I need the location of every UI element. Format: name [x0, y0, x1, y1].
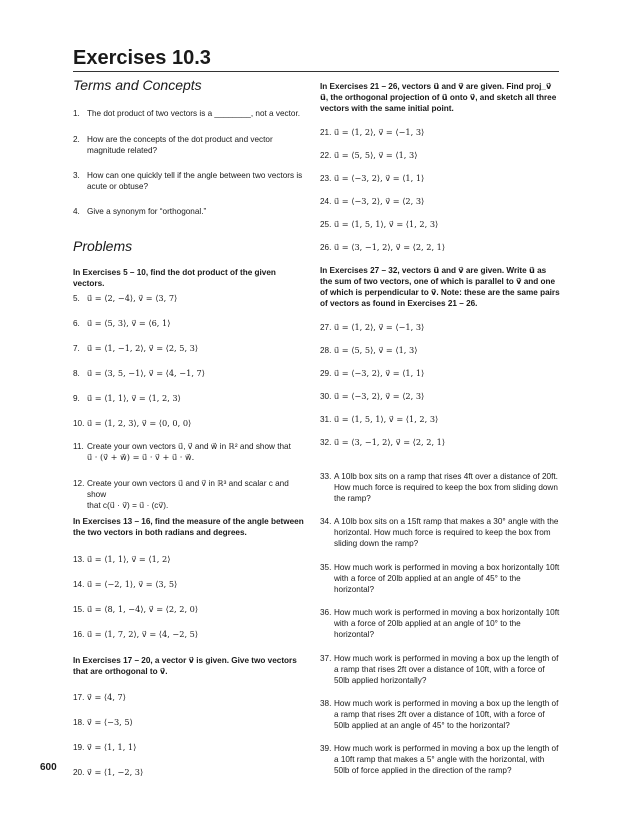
exercise-math: u⃗ = ⟨−3, 2⟩, v⃗ = ⟨1, 1⟩ — [334, 368, 425, 378]
exercise-4 — [73, 206, 308, 217]
exercise-number: 2. — [73, 135, 80, 144]
exercise-number: 30. — [320, 392, 332, 401]
exercise-35 — [320, 562, 560, 595]
exercise-math: u⃗ = ⟨1, 2, 3⟩, v⃗ = ⟨0, 0, 0⟩ — [87, 418, 192, 428]
exercise-number: 16. — [73, 630, 85, 639]
exercise-32 — [320, 437, 560, 448]
exercise-text: How much work is performed in moving a box horizontally 10ft with a force of 20lb applied at an angle of 45° to the horizontal? — [334, 563, 560, 594]
instruction-27-32: In Exercises 27 – 32, vectors u⃗ and v⃗ are given. Write u⃗ as the sum of two vectors, one of which is parallel to v⃗ and one of which is perpendicular to v⃗. Note: these are the same pairs of vectors as found in Exercises 21 – 26. — [320, 266, 560, 308]
exercise-math: u⃗ = ⟨3, −1, 2⟩, v⃗ = ⟨2, 2, 1⟩ — [334, 437, 446, 447]
exercise-39 — [320, 743, 560, 776]
instruction-17-20: In Exercises 17 – 20, a vector v⃗ is given. Give two vectors that are orthogonal to v⃗. — [73, 656, 297, 676]
exercise-19 — [73, 742, 308, 753]
exercise-math: u⃗ = ⟨1, 1⟩, v⃗ = ⟨1, 2⟩ — [87, 554, 171, 564]
exercise-math: u⃗ = ⟨3, 5, −1⟩, v⃗ = ⟨4, −1, 7⟩ — [87, 368, 205, 378]
exercise-text: Create your own vectors u⃗ and v⃗ in ℝ³ and scalar c and show — [87, 479, 289, 499]
exercise-38 — [320, 698, 560, 731]
exercise-20 — [73, 767, 308, 778]
exercise-math: u⃗ = ⟨1, −1, 2⟩, v⃗ = ⟨2, 5, 3⟩ — [87, 343, 199, 353]
exercise-number: 14. — [73, 580, 85, 589]
exercise-text: Create your own vectors u⃗, v⃗ and w⃗ in ℝ² and show that — [87, 442, 291, 451]
instruction-13-16: In Exercises 13 – 16, find the measure of the angle between the two vectors in both radians and degrees. — [73, 517, 304, 537]
exercise-number: 38. — [320, 699, 332, 708]
instruction-21-26: In Exercises 21 – 26, vectors u⃗ and v⃗ are given. Find proj_v⃗ u⃗, the orthogonal projection of u⃗ onto v⃗, and sketch all three vectors with the same initial point. — [320, 82, 557, 113]
exercise-math: u⃗ = ⟨8, 1, −4⟩, v⃗ = ⟨2, 2, 0⟩ — [87, 604, 199, 614]
exercise-number: 33. — [320, 472, 332, 481]
exercise-text: A 10lb box sits on a 15ft ramp that makes a 30° angle with the horizontal. How much force is required to keep the box from sliding down the ramp? — [334, 517, 559, 548]
exercise-text: How can one quickly tell if the angle between two vectors is acute or obtuse? — [87, 171, 303, 191]
exercise-text: How much work is performed in moving a box up the length of a ramp that rises 2ft over a distance of 10ft, with a force of 50lb applied at an angle of 45° to the horizontal? — [334, 699, 559, 730]
exercise-math: u⃗ = ⟨1, 1⟩, v⃗ = ⟨1, 2, 3⟩ — [87, 393, 181, 403]
exercise-text: How are the concepts of the dot product and vector magnitude related? — [87, 135, 273, 155]
page-title: Exercises 10.3 — [73, 47, 211, 69]
exercise-text: A 10lb box sits on a ramp that rises 4ft over a distance of 20ft. How much force is required to keep the box from sliding down the ramp? — [334, 472, 558, 503]
exercise-29 — [320, 368, 560, 379]
exercise-16 — [73, 629, 308, 640]
exercise-12 — [73, 478, 308, 511]
exercise-13 — [73, 554, 308, 565]
exercise-number: 6. — [73, 319, 80, 328]
exercise-number: 5. — [73, 294, 80, 303]
exercise-number: 7. — [73, 344, 80, 353]
exercise-number: 22. — [320, 151, 332, 160]
exercise-math: u⃗ = ⟨1, 5, 1⟩, v⃗ = ⟨1, 2, 3⟩ — [334, 414, 439, 424]
exercise-number: 20. — [73, 768, 85, 777]
exercise-number: 11. — [73, 442, 84, 451]
exercise-number: 21. — [320, 128, 332, 137]
exercise-number: 27. — [320, 323, 332, 332]
exercise-text: How much work is performed in moving a box up the length of a 10ft ramp that makes a 5° angle with the horizontal, with 50lb of force applied in the direction of the ramp? — [334, 744, 559, 775]
exercise-number: 24. — [320, 197, 332, 206]
exercise-number: 23. — [320, 174, 332, 183]
exercise-math: u⃗ = ⟨5, 3⟩, v⃗ = ⟨6, 1⟩ — [87, 318, 171, 328]
exercise-24 — [320, 196, 560, 207]
exercise-math: u⃗ = ⟨3, −1, 2⟩, v⃗ = ⟨2, 2, 1⟩ — [334, 242, 446, 252]
exercise-math: u⃗ = ⟨1, 5, 1⟩, v⃗ = ⟨1, 2, 3⟩ — [334, 219, 439, 229]
exercise-math: u⃗ · (v⃗ + w⃗) = u⃗ · v⃗ + u⃗ · w⃗. — [87, 452, 195, 462]
exercise-math: u⃗ = ⟨5, 5⟩, v⃗ = ⟨1, 3⟩ — [334, 150, 418, 160]
exercise-34 — [320, 516, 560, 549]
exercise-number: 19. — [73, 743, 85, 752]
exercise-17 — [73, 692, 308, 703]
section-problems-heading: Problems — [73, 238, 133, 254]
exercise-11 — [73, 441, 308, 463]
exercise-math: u⃗ = ⟨1, 2⟩, v⃗ = ⟨−1, 3⟩ — [334, 322, 425, 332]
exercise-31 — [320, 414, 560, 425]
exercise-9 — [73, 393, 308, 404]
exercise-number: 18. — [73, 718, 85, 727]
exercise-math: u⃗ = ⟨5, 5⟩, v⃗ = ⟨1, 3⟩ — [334, 345, 418, 355]
exercise-15 — [73, 604, 308, 615]
exercise-number: 29. — [320, 369, 332, 378]
exercise-math: v⃗ = ⟨4, 7⟩ — [87, 692, 126, 702]
exercise-26 — [320, 242, 560, 253]
exercise-number: 39. — [320, 744, 332, 753]
exercise-text: The dot product of two vectors is a ________, not a vector. — [87, 109, 301, 118]
exercise-number: 31. — [320, 415, 332, 424]
exercise-math: u⃗ = ⟨−2, 1⟩, v⃗ = ⟨3, 5⟩ — [87, 579, 178, 589]
exercise-math: v⃗ = ⟨1, −2, 3⟩ — [87, 767, 144, 777]
exercise-math: u⃗ = ⟨−3, 2⟩, v⃗ = ⟨2, 3⟩ — [334, 196, 425, 206]
exercise-36 — [320, 607, 560, 640]
exercise-1 — [73, 108, 308, 119]
exercise-number: 9. — [73, 394, 80, 403]
exercise-30 — [320, 391, 560, 402]
page-number: 600 — [40, 762, 57, 773]
exercise-number: 36. — [320, 608, 332, 617]
instruction-5-10: In Exercises 5 – 10, find the dot product of the given vectors. — [73, 268, 276, 288]
exercise-text: Give a synonym for “orthogonal.” — [87, 207, 207, 216]
exercise-number: 37. — [320, 654, 332, 663]
exercise-25 — [320, 219, 560, 230]
exercise-number: 17. — [73, 693, 85, 702]
exercise-23 — [320, 173, 560, 184]
exercise-number: 8. — [73, 369, 80, 378]
exercise-8 — [73, 368, 308, 379]
exercise-2 — [73, 134, 308, 156]
exercise-number: 25. — [320, 220, 332, 229]
exercise-22 — [320, 150, 560, 161]
exercise-number: 28. — [320, 346, 332, 355]
exercise-math: u⃗ = ⟨1, 2⟩, v⃗ = ⟨−1, 3⟩ — [334, 127, 425, 137]
exercise-number: 15. — [73, 605, 85, 614]
exercise-number: 4. — [73, 207, 80, 216]
exercise-math: u⃗ = ⟨−3, 2⟩, v⃗ = ⟨1, 1⟩ — [334, 173, 425, 183]
exercise-number: 32. — [320, 438, 332, 447]
exercise-10 — [73, 418, 308, 429]
exercise-number: 1. — [73, 109, 80, 118]
exercise-number: 10. — [73, 419, 85, 428]
title-rule — [73, 71, 559, 72]
exercise-text: How much work is performed in moving a box up the length of a ramp that rises 2ft over a distance of 10ft, with a force of 50lb applied horizontally? — [334, 654, 559, 685]
exercise-14 — [73, 579, 308, 590]
exercise-number: 35. — [320, 563, 332, 572]
exercise-7 — [73, 343, 308, 354]
exercise-37 — [320, 653, 560, 686]
exercise-18 — [73, 717, 308, 728]
exercise-33 — [320, 471, 560, 504]
exercise-number: 26. — [320, 243, 332, 252]
exercise-math: u⃗ = ⟨−3, 2⟩, v⃗ = ⟨2, 3⟩ — [334, 391, 425, 401]
exercise-number: 12. — [73, 479, 85, 488]
exercise-math: that c(u⃗ · v⃗) = u⃗ · (cv⃗). — [87, 501, 169, 510]
exercise-21 — [320, 127, 560, 138]
exercise-math: v⃗ = ⟨−3, 5⟩ — [87, 717, 133, 727]
exercise-math: u⃗ = ⟨1, 7, 2⟩, v⃗ = ⟨4, −2, 5⟩ — [87, 629, 199, 639]
exercise-math: v⃗ = ⟨1, 1, 1⟩ — [87, 742, 137, 752]
exercise-3 — [73, 170, 308, 192]
exercise-6 — [73, 318, 308, 329]
exercise-28 — [320, 345, 560, 356]
section-terms-heading: Terms and Concepts — [73, 77, 202, 93]
exercise-number: 13. — [73, 555, 85, 564]
exercise-math: u⃗ = ⟨2, −4⟩, v⃗ = ⟨3, 7⟩ — [87, 293, 178, 303]
exercise-number: 34. — [320, 517, 332, 526]
exercise-5 — [73, 293, 308, 304]
exercise-text: How much work is performed in moving a box horizontally 10ft with a force of 20lb applied at an angle of 10° to the horizontal? — [334, 608, 560, 639]
exercise-number: 3. — [73, 171, 80, 180]
exercise-27 — [320, 322, 560, 333]
